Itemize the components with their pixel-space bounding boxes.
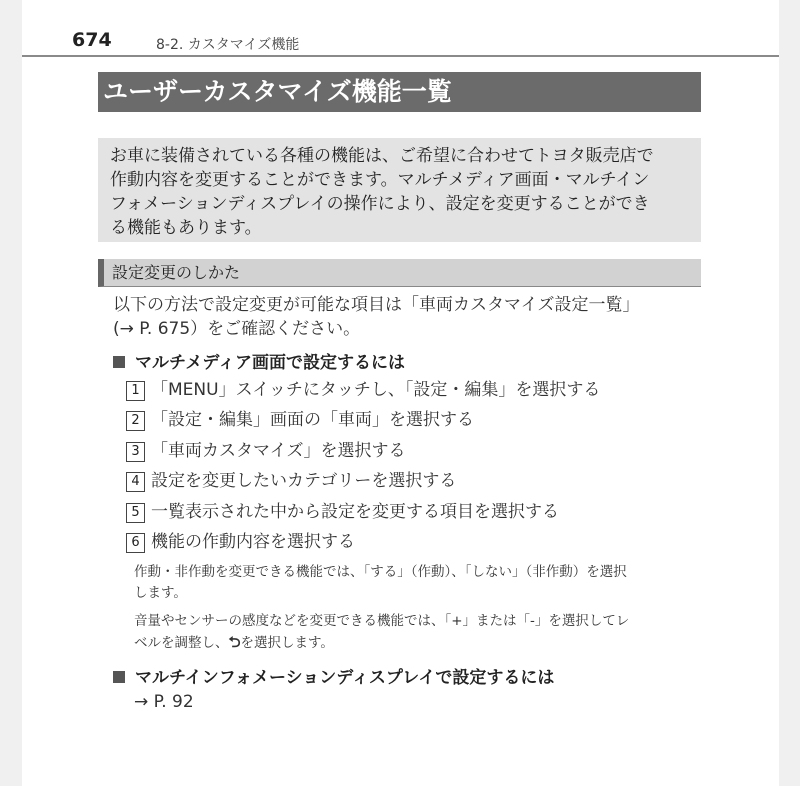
step-item — [126, 470, 456, 492]
square-bullet-icon — [113, 356, 125, 368]
note-line: 作動・非作動を変更できる機能では、「する」（作動）、「しない」（非作動）を選択 — [134, 564, 627, 580]
mid-heading-text: マルチインフォメーションディスプレイで設定するには — [135, 668, 555, 688]
step-item — [126, 501, 559, 523]
step-item — [126, 440, 406, 462]
step-item — [126, 379, 600, 401]
body-line: 以下の方法で設定変更が可能な項目は「車両カスタマイズ設定一覧」 — [113, 295, 640, 315]
step-number: 3 — [126, 442, 145, 462]
step-number: 2 — [126, 411, 145, 431]
square-bullet-icon — [113, 671, 125, 683]
section-subheading: 設定変更のしかた — [98, 259, 701, 287]
intro-line: お車に装備されている各種の機能は、ご希望に合わせてトヨタ販売店で — [110, 146, 654, 166]
step-number: 5 — [126, 503, 145, 523]
note-toggle-functions — [134, 562, 704, 604]
note-text: ベルを調整し、 — [134, 635, 229, 651]
page-title: ユーザーカスタマイズ機能一覧 — [98, 72, 701, 112]
note-line — [134, 632, 704, 654]
note-line: 音量やセンサーの感度などを変更できる機能では、「+」または「-」を選択してレ — [134, 613, 630, 629]
step-item — [126, 409, 474, 431]
step-number: 6 — [126, 533, 145, 553]
note-text: を選択します。 — [240, 635, 334, 651]
mid-heading — [113, 663, 554, 688]
step-text: 機能の作動内容を選択する — [151, 532, 355, 552]
step-text: 「MENU」スイッチにタッチし、「設定・編集」を選択する — [151, 380, 601, 400]
body-text — [113, 293, 703, 341]
step-text: 設定を変更したいカテゴリーを選択する — [151, 471, 457, 491]
step-number: 1 — [126, 381, 145, 401]
note-line: します。 — [134, 585, 187, 601]
step-number: 4 — [126, 472, 145, 492]
note-level-functions — [134, 611, 704, 654]
step-item — [126, 531, 355, 553]
step-text: 「車両カスタマイズ」を選択する — [151, 441, 406, 461]
intro-box — [98, 138, 701, 242]
page-reference-link[interactable]: → P. 92 — [134, 692, 194, 712]
header-divider — [22, 55, 779, 57]
back-arrow-icon: ⮌ — [228, 633, 241, 651]
body-line: (→ P. 675）をご確認ください。 — [113, 319, 361, 339]
intro-line: る機能もあります。 — [110, 218, 262, 238]
page-number: 674 — [72, 29, 112, 51]
page-header — [22, 0, 779, 58]
section-reference: 8-2. カスタマイズ機能 — [156, 37, 300, 53]
step-text: 一覧表示された中から設定を変更する項目を選択する — [151, 502, 559, 522]
step-text: 「設定・編集」画面の「車両」を選択する — [151, 410, 474, 430]
multimedia-heading-text: マルチメディア画面で設定するには — [135, 353, 405, 373]
intro-line: 作動内容を変更することができます。マルチメディア画面・マルチイン — [110, 170, 650, 190]
manual-page — [22, 0, 779, 786]
multimedia-heading — [113, 348, 405, 373]
intro-line: フォメーションディスプレイの操作により、設定を変更することができ — [110, 194, 650, 214]
